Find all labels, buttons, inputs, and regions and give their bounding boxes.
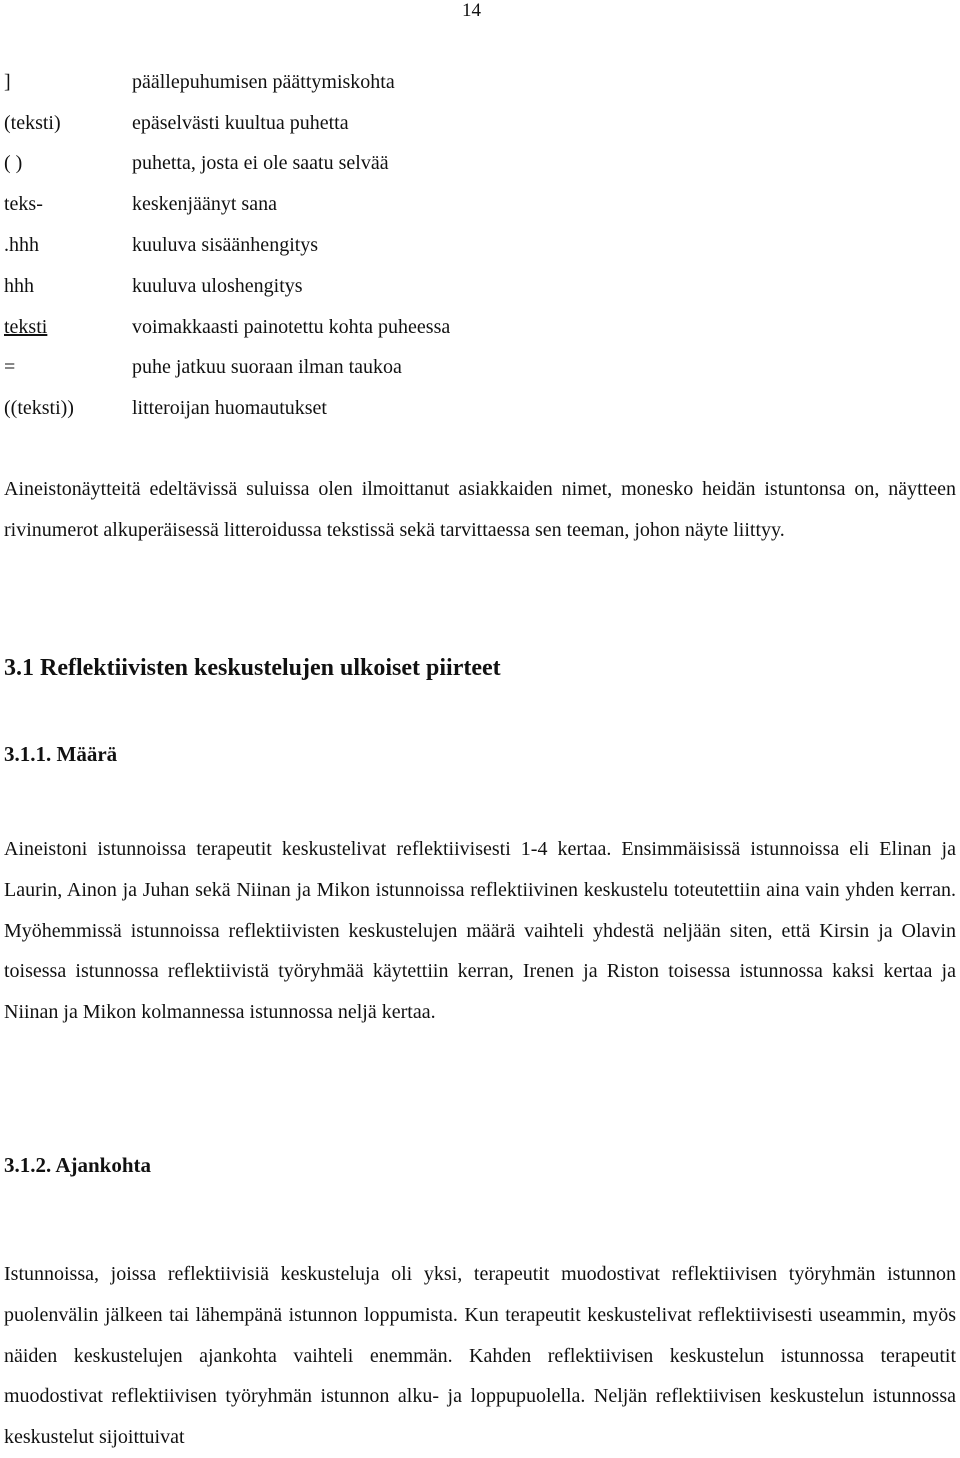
legend-symbol: = (4, 356, 16, 379)
legend-row (4, 184, 944, 225)
legend-row (4, 388, 944, 429)
transcription-legend (4, 62, 944, 429)
legend-meaning: puhe jatkuu suoraan ilman taukoa (132, 356, 402, 379)
legend-meaning: kuuluva uloshengitys (132, 274, 303, 297)
subsection-heading-maara: 3.1.1. Määrä (4, 742, 118, 766)
section-heading: 3.1 Reflektiivisten keskustelujen ulkoiset piirteet (4, 655, 501, 681)
paragraph-ajankohta: Istunnoissa, joissa reflektiivisiä keskusteluja oli yksi, terapeutit muodostivat reflektiivisen työryhmän istunnon puolenvälin jälkeen tai lähempänä istunnon loppumista. Kun terapeutit keskustelivat reflektiivisesti useammin, myös näiden keskustelujen ajankohta vaihteli enemmän. Kahden reflektiivisen keskustelun istunnossa terapeutit muodostivat reflektiivisen työryhmän istunnon alku- ja loppupuolella. Neljän reflektiivisen keskustelun istunnossa keskustelut sijoittuivat (4, 1263, 956, 1449)
legend-row (4, 307, 944, 348)
legend-meaning: päällepuhumisen päättymiskohta (132, 70, 395, 93)
subsection-heading-ajankohta: 3.1.2. Ajankohta (4, 1153, 152, 1177)
legend-symbol: ( ) (4, 152, 23, 175)
legend-meaning: puhetta, josta ei ole saatu selvää (132, 152, 389, 175)
legend-symbol: .hhh (4, 234, 39, 257)
legend-symbol: teks- (4, 193, 43, 216)
legend-meaning: epäselvästi kuultua puhetta (132, 111, 349, 134)
legend-row (4, 144, 944, 185)
paragraph-maara: Aineistoni istunnoissa terapeutit keskustelivat reflektiivisesti 1-4 kertaa. Ensimmäisissä istunnoissa eli Elinan ja Laurin, Ainon ja Juhan sekä Niinan ja Mikon istunnoissa reflektiivinen keskustelu toteutettiin aina vain yhden kerran. Myöhemmissä istunnoissa reflektiivisten keskustelujen määrä vaihteli yhdestä neljään siten, että Kirsin ja Olavin toisessa istunnossa reflektiivistä työryhmää käytettiin kerran, Irenen ja Riston toisessa istunnossa kaksi kertaa ja Niinan ja Mikon kolmannessa istunnossa neljä kertaa. (4, 838, 956, 1024)
legend-row (4, 62, 944, 103)
intro-paragraph: Aineistonäytteitä edeltävissä suluissa olen ilmoittanut asiakkaiden nimet, monesko heidän istuntonsa on, näytteen rivinumerot alkuperäisessä litteroidussa tekstissä sekä tarvittaessa sen teeman, johon näyte liittyy. (4, 478, 956, 541)
legend-symbol: ] (4, 70, 11, 93)
legend-row (4, 266, 944, 307)
legend-symbol: hhh (4, 274, 34, 297)
legend-row (4, 225, 944, 266)
legend-symbol: ((teksti)) (4, 397, 74, 420)
page-number: 14 (462, 0, 481, 21)
legend-row (4, 103, 944, 144)
legend-symbol: teksti (4, 315, 48, 338)
legend-meaning: voimakkaasti painotettu kohta puheessa (132, 315, 451, 338)
legend-meaning: keskenjäänyt sana (132, 193, 277, 216)
legend-row (4, 348, 944, 389)
legend-meaning: kuuluva sisäänhengitys (132, 234, 319, 257)
legend-meaning: litteroijan huomautukset (132, 397, 327, 420)
legend-symbol: (teksti) (4, 111, 61, 134)
